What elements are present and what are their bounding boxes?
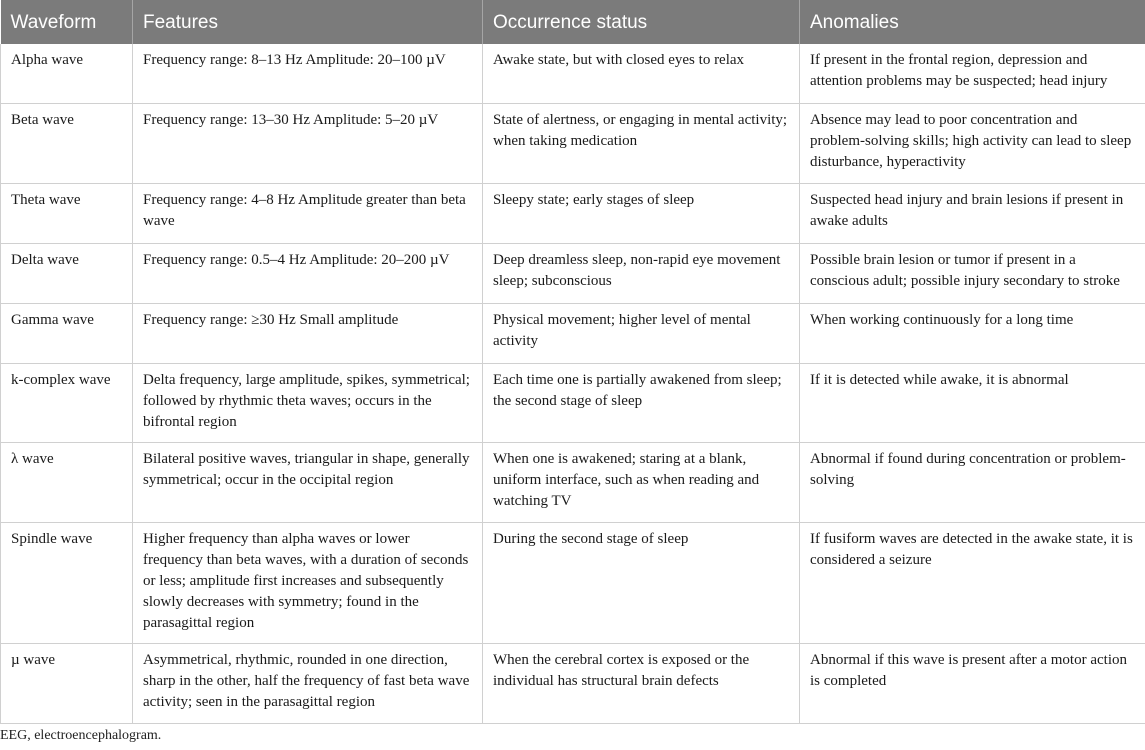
table-row [1, 44, 1145, 103]
cell-features: Frequency range: ≥30 Hz Small amplitude [133, 303, 483, 363]
cell-occurrence: Sleepy state; early stages of sleep [483, 183, 800, 243]
header-occurrence-status: Occurrence status [483, 0, 800, 44]
cell-anomalies: Abnormal if found during concentration or problem-solving [800, 442, 1145, 522]
cell-occurrence: When the cerebral cortex is exposed or the individual has structural brain defects [483, 643, 800, 723]
cell-waveform: Delta wave [1, 243, 133, 303]
cell-anomalies: Absence may lead to poor concentration and problem-solving skills; high activity can lead to sleep disturbance, hyperactivity [800, 103, 1145, 183]
table-row [1, 183, 1145, 243]
cell-features: Delta frequency, large amplitude, spikes, symmetrical; followed by rhythmic theta waves; occurs in the bifrontal region [133, 363, 483, 442]
cell-features: Bilateral positive waves, triangular in shape, generally symmetrical; occur in the occipital region [133, 442, 483, 522]
cell-waveform: λ wave [1, 442, 133, 522]
cell-occurrence: Each time one is partially awakened from sleep; the second stage of sleep [483, 363, 800, 442]
table-row [1, 643, 1145, 723]
cell-waveform: k-complex wave [1, 363, 133, 442]
table-row [1, 522, 1145, 643]
cell-anomalies: Possible brain lesion or tumor if present in a conscious adult; possible injury secondary to stroke [800, 243, 1145, 303]
header-features: Features [133, 0, 483, 44]
cell-waveform: Alpha wave [1, 44, 133, 103]
cell-anomalies: If it is detected while awake, it is abnormal [800, 363, 1145, 442]
cell-occurrence: When one is awakened; staring at a blank, uniform interface, such as when reading and watching TV [483, 442, 800, 522]
cell-features: Frequency range: 13–30 Hz Amplitude: 5–20 µV [133, 103, 483, 183]
table-row [1, 243, 1145, 303]
cell-anomalies: If fusiform waves are detected in the awake state, it is considered a seizure [800, 522, 1145, 643]
cell-waveform: Theta wave [1, 183, 133, 243]
cell-waveform: Beta wave [1, 103, 133, 183]
table-row [1, 103, 1145, 183]
table-footnote: EEG, electroencephalogram. [0, 728, 162, 743]
cell-anomalies: Abnormal if this wave is present after a motor action is completed [800, 643, 1145, 723]
table-row [1, 442, 1145, 522]
table-row [1, 303, 1145, 363]
cell-features: Frequency range: 0.5–4 Hz Amplitude: 20–200 µV [133, 243, 483, 303]
cell-occurrence: During the second stage of sleep [483, 522, 800, 643]
cell-occurrence: State of alertness, or engaging in mental activity; when taking medication [483, 103, 800, 183]
cell-anomalies: When working continuously for a long time [800, 303, 1145, 363]
cell-waveform: Gamma wave [1, 303, 133, 363]
table-row [1, 363, 1145, 442]
cell-occurrence: Physical movement; higher level of mental activity [483, 303, 800, 363]
cell-anomalies: If present in the frontal region, depression and attention problems may be suspected; head injury [800, 44, 1145, 103]
cell-features: Frequency range: 8–13 Hz Amplitude: 20–100 µV [133, 44, 483, 103]
cell-features: Higher frequency than alpha waves or lower frequency than beta waves, with a duration of seconds or less; amplitude first increases and subsequently slowly decreases with symmetry; found in the parasagittal region [133, 522, 483, 643]
cell-features: Asymmetrical, rhythmic, rounded in one direction, sharp in the other, half the frequency of fast beta wave activity; seen in the parasagittal region [133, 643, 483, 723]
cell-waveform: Spindle wave [1, 522, 133, 643]
header-anomalies: Anomalies [800, 0, 1145, 44]
header-waveform: Waveform [1, 0, 133, 44]
cell-waveform: µ wave [1, 643, 133, 723]
table-header-row [1, 0, 1145, 44]
cell-occurrence: Awake state, but with closed eyes to relax [483, 44, 800, 103]
cell-anomalies: Suspected head injury and brain lesions if present in awake adults [800, 183, 1145, 243]
cell-features: Frequency range: 4–8 Hz Amplitude greater than beta wave [133, 183, 483, 243]
cell-occurrence: Deep dreamless sleep, non-rapid eye movement sleep; subconscious [483, 243, 800, 303]
